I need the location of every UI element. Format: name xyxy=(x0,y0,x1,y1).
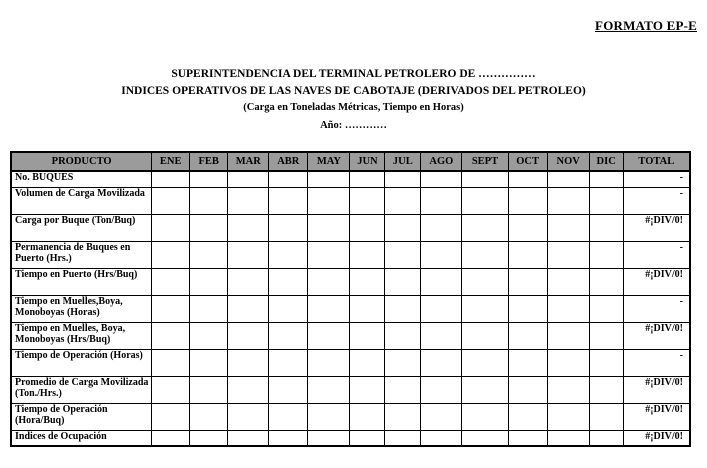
month-cell[interactable] xyxy=(589,403,623,430)
month-cell[interactable] xyxy=(421,430,462,446)
header-cell: ABR xyxy=(269,152,308,171)
table-row xyxy=(11,171,690,187)
total-cell: #¡DIV/0! xyxy=(623,322,690,349)
month-cell[interactable] xyxy=(421,214,462,241)
total-cell: - xyxy=(623,187,690,214)
month-cell[interactable] xyxy=(308,187,350,214)
month-cell[interactable] xyxy=(350,241,385,268)
month-cell[interactable] xyxy=(350,295,385,322)
month-cell[interactable] xyxy=(421,241,462,268)
month-cell[interactable] xyxy=(508,430,547,446)
row-label: Tiempo en Puerto (Hrs/Buq) xyxy=(11,268,152,295)
table-row xyxy=(11,376,690,403)
month-cell[interactable] xyxy=(462,430,508,446)
month-cell[interactable] xyxy=(508,171,547,187)
header-cell: AGO xyxy=(421,152,462,171)
total-cell: #¡DIV/0! xyxy=(623,403,690,430)
month-cell[interactable] xyxy=(589,241,623,268)
month-cell[interactable] xyxy=(269,322,308,349)
header-cell: SEPT xyxy=(462,152,508,171)
month-cell[interactable] xyxy=(547,241,589,268)
month-cell[interactable] xyxy=(508,187,547,214)
total-cell: - xyxy=(623,349,690,376)
month-cell[interactable] xyxy=(350,430,385,446)
month-cell[interactable] xyxy=(385,430,421,446)
month-cell[interactable] xyxy=(589,430,623,446)
month-cell[interactable] xyxy=(269,187,308,214)
month-cell[interactable] xyxy=(508,376,547,403)
month-cell[interactable] xyxy=(385,349,421,376)
month-cell[interactable] xyxy=(269,376,308,403)
month-cell[interactable] xyxy=(152,322,190,349)
title-indices: INDICES OPERATIVOS DE LAS NAVES DE CABOTAJE (DERIVADOS DEL PETROLEO) xyxy=(121,85,586,97)
month-cell[interactable] xyxy=(547,430,589,446)
month-cell[interactable] xyxy=(508,349,547,376)
month-cell[interactable] xyxy=(508,295,547,322)
month-cell[interactable] xyxy=(308,403,350,430)
month-cell[interactable] xyxy=(547,295,589,322)
header-cell: FEB xyxy=(190,152,228,171)
month-cell[interactable] xyxy=(308,430,350,446)
row-label: Indices de Ocupación xyxy=(11,430,152,446)
subtitle-units: (Carga en Toneladas Métricas, Tiempo en Horas) xyxy=(243,102,464,113)
row-label: Tiempo de Operación (Hora/Buq) xyxy=(11,403,152,430)
row-label: Permanencia de Buques en Puerto (Hrs.) xyxy=(11,241,152,268)
month-cell[interactable] xyxy=(462,187,508,214)
month-cell[interactable] xyxy=(190,295,228,322)
month-cell[interactable] xyxy=(462,376,508,403)
month-cell[interactable] xyxy=(308,376,350,403)
month-cell[interactable] xyxy=(547,268,589,295)
month-cell[interactable] xyxy=(308,171,350,187)
month-cell[interactable] xyxy=(190,376,228,403)
month-cell[interactable] xyxy=(308,214,350,241)
month-cell[interactable] xyxy=(385,376,421,403)
month-cell[interactable] xyxy=(421,376,462,403)
table-row xyxy=(11,241,690,268)
header-cell: TOTAL xyxy=(623,152,690,171)
month-cell[interactable] xyxy=(152,171,190,187)
table-row xyxy=(11,295,690,322)
month-cell[interactable] xyxy=(190,187,228,214)
month-cell[interactable] xyxy=(385,268,421,295)
month-cell[interactable] xyxy=(228,322,269,349)
operational-indices-table xyxy=(10,151,691,447)
month-cell[interactable] xyxy=(350,214,385,241)
total-cell: #¡DIV/0! xyxy=(623,376,690,403)
row-label: Promedio de Carga Movilizada (Ton./Hrs.) xyxy=(11,376,152,403)
month-cell[interactable] xyxy=(547,322,589,349)
total-cell: - xyxy=(623,241,690,268)
row-label: No. BUQUES xyxy=(11,171,152,187)
table-row xyxy=(11,403,690,430)
month-cell[interactable] xyxy=(308,268,350,295)
month-cell[interactable] xyxy=(228,430,269,446)
month-cell[interactable] xyxy=(421,187,462,214)
total-cell: - xyxy=(623,295,690,322)
month-cell[interactable] xyxy=(385,322,421,349)
month-cell[interactable] xyxy=(589,322,623,349)
month-cell[interactable] xyxy=(508,322,547,349)
month-cell[interactable] xyxy=(589,349,623,376)
month-cell[interactable] xyxy=(152,241,190,268)
month-cell[interactable] xyxy=(152,187,190,214)
month-cell[interactable] xyxy=(190,214,228,241)
month-cell[interactable] xyxy=(269,403,308,430)
month-cell[interactable] xyxy=(269,295,308,322)
month-cell[interactable] xyxy=(269,430,308,446)
month-cell[interactable] xyxy=(421,349,462,376)
row-label: Tiempo en Muelles,Boya, Monoboyas (Horas) xyxy=(11,295,152,322)
header-cell: NOV xyxy=(547,152,589,171)
header-cell: OCT xyxy=(508,152,547,171)
month-cell[interactable] xyxy=(421,268,462,295)
month-cell[interactable] xyxy=(462,322,508,349)
total-cell: #¡DIV/0! xyxy=(623,214,690,241)
month-cell[interactable] xyxy=(152,430,190,446)
month-cell[interactable] xyxy=(350,322,385,349)
month-cell[interactable] xyxy=(385,241,421,268)
month-cell[interactable] xyxy=(385,295,421,322)
month-cell[interactable] xyxy=(547,187,589,214)
month-cell[interactable] xyxy=(547,349,589,376)
month-cell[interactable] xyxy=(547,214,589,241)
month-cell[interactable] xyxy=(462,241,508,268)
table-row xyxy=(11,187,690,214)
table-row xyxy=(11,349,690,376)
month-cell[interactable] xyxy=(462,403,508,430)
month-cell[interactable] xyxy=(152,295,190,322)
table-row xyxy=(11,214,690,241)
month-cell[interactable] xyxy=(421,322,462,349)
month-cell[interactable] xyxy=(385,403,421,430)
month-cell[interactable] xyxy=(421,403,462,430)
month-cell[interactable] xyxy=(589,295,623,322)
row-label: Carga por Buque (Ton/Buq) xyxy=(11,214,152,241)
month-cell[interactable] xyxy=(152,214,190,241)
month-cell[interactable] xyxy=(228,403,269,430)
month-cell[interactable] xyxy=(508,241,547,268)
month-cell[interactable] xyxy=(350,403,385,430)
total-cell: #¡DIV/0! xyxy=(623,430,690,446)
month-cell[interactable] xyxy=(462,171,508,187)
header-cell: MAY xyxy=(308,152,350,171)
month-cell[interactable] xyxy=(190,268,228,295)
month-cell[interactable] xyxy=(190,349,228,376)
month-cell[interactable] xyxy=(350,187,385,214)
table-row xyxy=(11,268,690,295)
month-cell[interactable] xyxy=(190,322,228,349)
month-cell[interactable] xyxy=(421,171,462,187)
month-cell[interactable] xyxy=(385,214,421,241)
header-cell: JUN xyxy=(350,152,385,171)
month-cell[interactable] xyxy=(350,349,385,376)
month-cell[interactable] xyxy=(269,241,308,268)
header-cell: DIC xyxy=(589,152,623,171)
row-label: Volumen de Carga Movilizada xyxy=(11,187,152,214)
month-cell[interactable] xyxy=(589,187,623,214)
month-cell[interactable] xyxy=(589,214,623,241)
month-cell[interactable] xyxy=(152,349,190,376)
month-cell[interactable] xyxy=(308,241,350,268)
month-cell[interactable] xyxy=(228,349,269,376)
month-cell[interactable] xyxy=(152,376,190,403)
table-header-row xyxy=(11,152,690,171)
month-cell[interactable] xyxy=(462,295,508,322)
month-cell[interactable] xyxy=(350,171,385,187)
month-cell[interactable] xyxy=(152,403,190,430)
month-cell[interactable] xyxy=(462,268,508,295)
month-cell[interactable] xyxy=(462,349,508,376)
month-cell[interactable] xyxy=(547,376,589,403)
title-superintendencia: SUPERINTENDENCIA DEL TERMINAL PETROLERO DE …………… xyxy=(171,68,536,80)
month-cell[interactable] xyxy=(269,214,308,241)
month-cell[interactable] xyxy=(385,171,421,187)
table-body xyxy=(11,171,690,446)
month-cell[interactable] xyxy=(508,403,547,430)
month-cell[interactable] xyxy=(228,214,269,241)
month-cell[interactable] xyxy=(269,268,308,295)
month-cell[interactable] xyxy=(547,403,589,430)
month-cell[interactable] xyxy=(421,295,462,322)
row-label: Tiempo en Muelles, Boya, Monoboyas (Hrs/Buq) xyxy=(11,322,152,349)
month-cell[interactable] xyxy=(547,171,589,187)
month-cell[interactable] xyxy=(308,295,350,322)
header-cell: ENE xyxy=(152,152,190,171)
month-cell[interactable] xyxy=(308,322,350,349)
month-cell[interactable] xyxy=(152,268,190,295)
total-cell: - xyxy=(623,171,690,187)
month-cell[interactable] xyxy=(269,349,308,376)
month-cell[interactable] xyxy=(228,187,269,214)
month-cell[interactable] xyxy=(589,171,623,187)
month-cell[interactable] xyxy=(589,376,623,403)
month-cell[interactable] xyxy=(462,214,508,241)
row-label: Tiempo de Operación (Horas) xyxy=(11,349,152,376)
header-cell: PRODUCTO xyxy=(11,152,152,171)
month-cell[interactable] xyxy=(190,241,228,268)
total-cell: #¡DIV/0! xyxy=(623,268,690,295)
format-code: FORMATO EP-E xyxy=(595,18,697,33)
month-cell[interactable] xyxy=(190,430,228,446)
month-cell[interactable] xyxy=(228,171,269,187)
month-cell[interactable] xyxy=(589,268,623,295)
header-cell: JUL xyxy=(385,152,421,171)
year-line: Año: ………… xyxy=(320,120,387,131)
month-cell[interactable] xyxy=(190,403,228,430)
header-cell: MAR xyxy=(228,152,269,171)
month-cell[interactable] xyxy=(350,376,385,403)
month-cell[interactable] xyxy=(385,187,421,214)
month-cell[interactable] xyxy=(308,349,350,376)
month-cell[interactable] xyxy=(508,268,547,295)
month-cell[interactable] xyxy=(228,241,269,268)
month-cell[interactable] xyxy=(228,295,269,322)
month-cell[interactable] xyxy=(508,214,547,241)
table-row xyxy=(11,322,690,349)
month-cell[interactable] xyxy=(228,268,269,295)
month-cell[interactable] xyxy=(350,268,385,295)
month-cell[interactable] xyxy=(269,171,308,187)
month-cell[interactable] xyxy=(190,171,228,187)
month-cell[interactable] xyxy=(228,376,269,403)
table-row xyxy=(11,430,690,446)
